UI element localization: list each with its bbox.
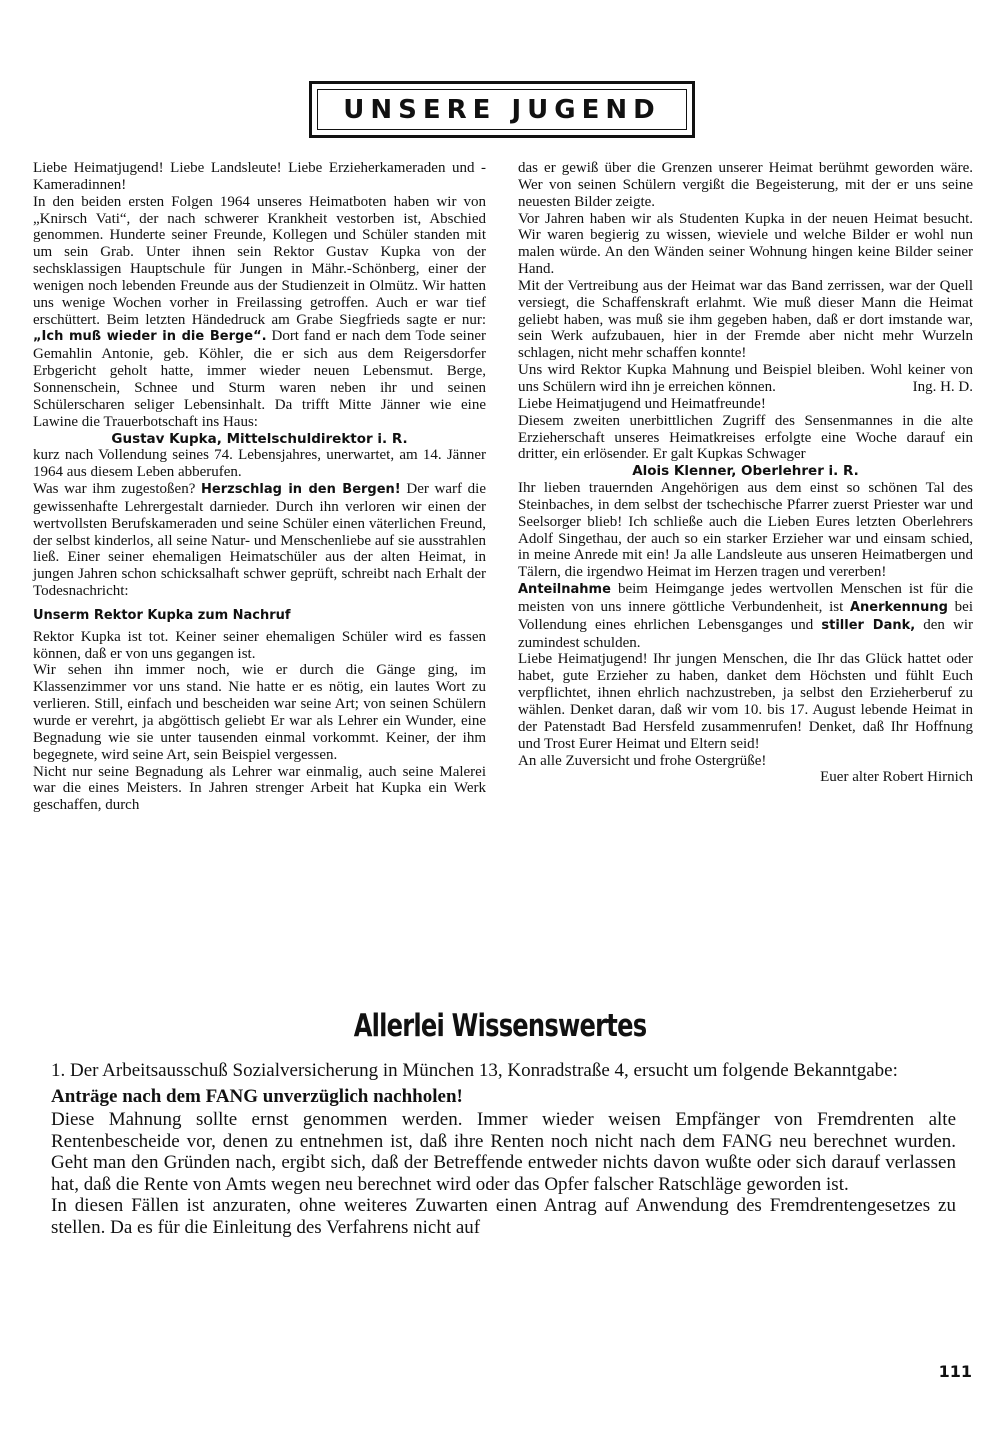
paragraph: Diesem zweiten unerbittlichen Zugriff des Sensenmannes in die alte Erzieherschaft unseres Heimatkreises erfolgte eine Woche darauf ein dritter, ein erlösender. Er galt Kupkas Schwager bbox=[518, 412, 973, 463]
paragraph: Wir sehen ihn immer noch, wie er durch die Gänge ging, im Klassenzimmer vor uns stand. Nie hatte er es nötig, ein lautes Wort zu verlieren. Still, einfach und bescheiden war seine Art; von seinen Schülern wurde er verehrt, ja abgöttisch geliebt Er war als Lehrer ein Wunder, eine Begnadung wie sie unter tausenden einmal vorkommt. Keiner, der ihm begegnete, wird seine Art, sein Beispiel vergessen. bbox=[33, 662, 486, 763]
bold-phrase: Anerkennung bbox=[849, 599, 948, 615]
signature: Euer alter Robert Hirnich bbox=[820, 769, 973, 786]
bold-phrase: „Ich muß wieder in die Berge“. bbox=[33, 329, 267, 345]
paragraph: Liebe Heimatjugend! Liebe Landsleute! Liebe Erzieherkameraden und -Kameradinnen! bbox=[33, 160, 486, 193]
paragraph: Rektor Kupka ist tot. Keiner seiner ehemaligen Schüler wird es fassen können, daß er von uns gegangen ist. bbox=[33, 628, 486, 662]
paragraph: Uns wird Rektor Kupka Mahnung und Beispiel bleiben. Wohl keiner von uns Schülern wird ihn je erreichen können. Ing. H. D. bbox=[518, 362, 973, 395]
paragraph: Mit der Vertreibung aus der Heimat war das Band zerrissen, war der Quell versiegt, die Schaffenskraft erlahmt. Wie muß dieser Mann die Heimat geliebt haben, was muß sie ihm gegeben haben, daß er dort imstande war, sein Werk aufzubauen, hier in der Fremde aber nicht mehr Wurzeln schlagen, nicht mehr schaffen konnte! bbox=[518, 277, 973, 362]
section-body bbox=[51, 1060, 956, 1238]
section-title: Allerlei Wissenswertes bbox=[353, 1008, 647, 1044]
subheading: Unserm Rektor Kupka zum Nachruf bbox=[33, 607, 291, 623]
right-column bbox=[518, 160, 973, 786]
paragraph: Was war ihm zugestoßen? Herzschlag in den Bergen! Der warf die gewissenhafte Lehrergestalt darnieder. Durch ihn verloren wir einen der wertvollsten Berufskameraden und seine Schüler einen väterlichen Freund, der selbst kinderlos, all seine Natur- und Menschenliebe auf sie ausstrahlen ließ. Einer seiner ehemaligen Heimatschüler aus der alten Heimat, in jungen Jahren schon schicksalhaft schwer geprüft, schreibt nach Erhalt der Todesnachricht: bbox=[33, 481, 486, 600]
paragraph: Liebe Heimatjugend und Heimatfreunde! bbox=[518, 395, 766, 412]
paragraph: Vor Jahren haben wir als Studenten Kupka in der neuen Heimat besucht. Wir waren begierig zu wissen, wieviele und welche Bilder er wohl nun malen würde. An den Wänden seiner Wohnung hingen keine Bilder seiner Hand. bbox=[518, 210, 973, 278]
page-number: 111 bbox=[938, 1362, 972, 1381]
signature: Ing. H. D. bbox=[912, 378, 973, 395]
paragraph: Liebe Heimatjugend! Ihr jungen Menschen, die Ihr das Glück hattet oder habet, gute Erzieher zu haben, danket dem Höchsten und fühlt Euch verpflichtet, ihnen ehrlich nachzustreben, ja selbst den Erzieherberuf zu wählen. Denket daran, daß wir vom 10. bis 17. August lebende Heimat in der Patenstadt Bad Hersfeld zusammenrufen! Denket, daß Ihr Hoffnung und Trost Eurer Heimat und Eltern seid! bbox=[518, 651, 973, 752]
page-title: UNSERE JUGEND bbox=[317, 89, 687, 130]
bold-phrase: stiller Dank, bbox=[821, 617, 916, 633]
paragraph: Diese Mahnung sollte ernst genommen werden. Immer wieder weisen Empfänger von Fremdrenten alte Rentenbescheide vor, denen zu entnehmen ist, daß ihre Renten noch nicht nach dem FANG neu berechnet wurden. Geht man den Gründen nach, ergibt sich, daß der Betreffende entweder nichts davon wußte oder sich darauf verlassen hat, daß die Rente von Amts wegen neu berechnet wird oder das Opfer falscher Ratschläge geworden ist. bbox=[51, 1109, 956, 1195]
name-line: Gustav Kupka, Mittelschuldirektor i. R. bbox=[111, 430, 408, 447]
bold-phrase: Herzschlag in den Bergen! bbox=[201, 482, 401, 498]
bold-phrase: Anteilnahme bbox=[518, 582, 611, 598]
paragraph: Ihr lieben trauernden Angehörigen aus dem einst so schönen Tal des Steinbaches, in dem selbst der tschechische Pfarrer zuerst Priester war und Seelsorger blieb! Ich schließe auch die Lieben Eures letzten Oberlehrers Adolf Singethau, der auch so ein starker Erzieher war und einsam schied, in meine Anrede mit ein! Ja alle Landsleute aus unseren Heimatbergen und Tälern, die irgendwo Heimat im Herzen tragen und vererben! bbox=[518, 480, 973, 581]
heading-box bbox=[309, 81, 695, 138]
section-intro: 1. Der Arbeitsausschuß Sozialversicherung in München 13, Konradstraße 4, ersucht um folgende Bekanntgabe: bbox=[51, 1060, 898, 1081]
section-subheading: Anträge nach dem FANG unverzüglich nachholen! bbox=[51, 1085, 463, 1107]
paragraph: das er gewiß über die Grenzen unserer Heimat berühmt geworden wäre. Wer von seinen Schülern vergißt die Begeisterung, mit der er uns seine neuesten Bilder zeigte. bbox=[518, 160, 973, 210]
name-line: Alois Klenner, Oberlehrer i. R. bbox=[632, 463, 859, 480]
paragraph: An alle Zuversicht und frohe Ostergrüße! bbox=[518, 752, 767, 769]
left-column bbox=[33, 160, 486, 814]
paragraph: Nicht nur seine Begnadung als Lehrer war einmalig, auch seine Malerei war die eines Meisters. In Jahren strenger Arbeit hat Kupka ein Werk geschaffen, durch bbox=[33, 763, 486, 814]
paragraph: In den beiden ersten Folgen 1964 unseres Heimatboten haben wir von „Knirsch Vati“, der nach schwerer Krankheit vestorben ist, Abschied genommen. Hunderte seiner Freunde, Kollegen und Schüler standen mit um sein Grab. Unter ihnen sein Rektor Gustav Kupka von der sechsklassigen Hauptschule für Jungen in Mähr.-Schönberg, einer der wenigen noch lebenden Freunde aus der Studienzeit in Olmütz. Wir hatten uns wenige Wochen vorher in Freilassing getroffen. Auch er war tief erschüttert. Beim letzten Händedruck am Grabe Siegfrieds sagte er nur: „Ich muß wieder in die Berge“. Dort fand er nach dem Tode seiner Gemahlin Antonie, geb. Köhler, die er sich aus dem Reigersdorfer Erbgericht geholt hatte, immer wieder neuen Lebensmut. Berge, Sonnenschein, Schnee und Sturm waren neben ihr und seinen Schülerscharen seliger Lebensinhalt. Da trifft Mitte Jänner wie eine Lawine die Trauerbotschaft ins Haus: bbox=[33, 193, 486, 430]
paragraph: In diesen Fällen ist anzuraten, ohne weiteres Zuwarten einen Antrag auf Anwendung des Fremdrentengesetzes zu stellen. Da es für die Einleitung des Verfahrens nicht auf bbox=[51, 1195, 956, 1238]
paragraph: kurz nach Vollendung seines 74. Lebensjahres, unerwartet, am 14. Jänner 1964 aus diesem Leben abberufen. bbox=[33, 447, 486, 481]
paragraph: Anteilnahme beim Heimgange jedes wertvollen Menschen ist für die meisten von uns innere göttliche Verbundenheit, ist Anerkennung bei Vollendung eines ehrlichen Lebensganges und stiller Dank, den wir zumindest schulden. bbox=[518, 581, 973, 651]
